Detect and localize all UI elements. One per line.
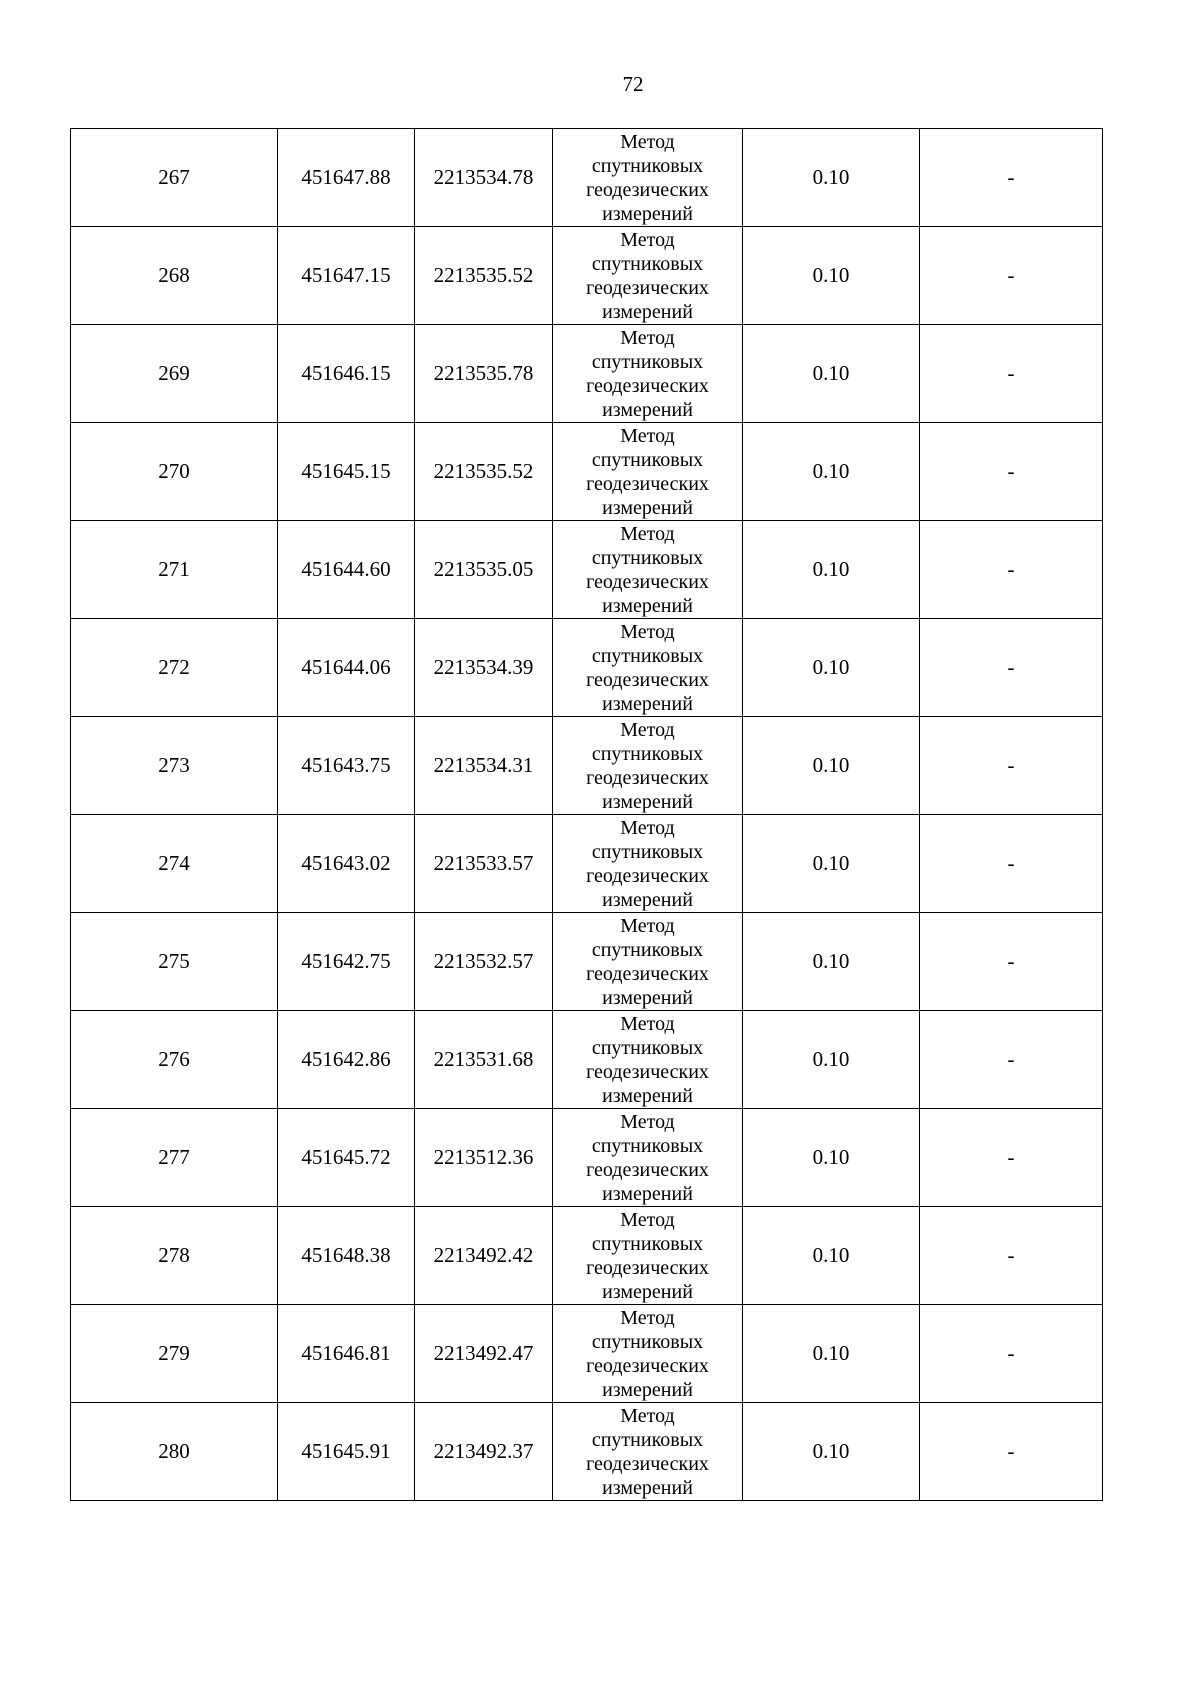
method-line: Метод: [620, 1110, 675, 1133]
y-coordinate-cell: 2213534.78: [415, 129, 553, 227]
y-coordinate-cell: 2213535.52: [415, 423, 553, 521]
method-line: Метод: [620, 914, 675, 937]
table-row: [71, 913, 1103, 1011]
method-line: Метод: [620, 1208, 675, 1231]
method-cell: [553, 423, 743, 521]
description-cell: -: [920, 1207, 1103, 1305]
method-line: спутниковых: [591, 840, 704, 863]
y-coordinate-cell: 2213532.57: [415, 913, 553, 1011]
y-coordinate-cell: 2213512.36: [415, 1109, 553, 1207]
description-cell: -: [920, 227, 1103, 325]
method-line: измерений: [602, 202, 693, 225]
y-coordinate-cell: 2213492.47: [415, 1305, 553, 1403]
method-line: Метод: [620, 1404, 675, 1427]
method-cell: [553, 1403, 743, 1501]
method-line: геодезических: [586, 570, 709, 593]
table-row: [71, 227, 1103, 325]
method-cell: [553, 129, 743, 227]
method-line: спутниковых: [591, 1036, 704, 1059]
method-line: спутниковых: [591, 742, 704, 765]
point-number-cell: 271: [71, 521, 278, 619]
method-line: спутниковых: [591, 1232, 704, 1255]
method-line: геодезических: [586, 276, 709, 299]
accuracy-cell: 0.10: [743, 815, 920, 913]
y-coordinate-cell: 2213534.31: [415, 717, 553, 815]
method-cell: [553, 1305, 743, 1403]
y-coordinate-cell: 2213492.37: [415, 1403, 553, 1501]
description-cell: -: [920, 521, 1103, 619]
method-line: Метод: [620, 130, 675, 153]
description-cell: -: [920, 619, 1103, 717]
method-line: геодезических: [586, 1452, 709, 1475]
point-number-cell: 277: [71, 1109, 278, 1207]
method-cell: [553, 815, 743, 913]
method-cell: [553, 325, 743, 423]
accuracy-cell: 0.10: [743, 1305, 920, 1403]
description-cell: -: [920, 325, 1103, 423]
method-line: геодезических: [586, 1354, 709, 1377]
method-line: Метод: [620, 816, 675, 839]
method-line: спутниковых: [591, 252, 704, 275]
x-coordinate-cell: 451647.88: [278, 129, 415, 227]
method-line: Метод: [620, 228, 675, 251]
method-line: спутниковых: [591, 644, 704, 667]
point-number-cell: 268: [71, 227, 278, 325]
description-cell: -: [920, 1011, 1103, 1109]
x-coordinate-cell: 451646.81: [278, 1305, 415, 1403]
method-line: измерений: [602, 1378, 693, 1401]
y-coordinate-cell: 2213534.39: [415, 619, 553, 717]
point-number-cell: 272: [71, 619, 278, 717]
method-line: геодезических: [586, 178, 709, 201]
method-line: геодезических: [586, 1158, 709, 1181]
description-cell: -: [920, 1305, 1103, 1403]
method-line: геодезических: [586, 472, 709, 495]
method-line: измерений: [602, 692, 693, 715]
method-cell: [553, 913, 743, 1011]
x-coordinate-cell: 451643.02: [278, 815, 415, 913]
method-cell: [553, 521, 743, 619]
x-coordinate-cell: 451643.75: [278, 717, 415, 815]
accuracy-cell: 0.10: [743, 423, 920, 521]
table-row: [71, 1305, 1103, 1403]
accuracy-cell: 0.10: [743, 913, 920, 1011]
table-row: [71, 619, 1103, 717]
method-line: геодезических: [586, 668, 709, 691]
method-line: измерений: [602, 1476, 693, 1499]
x-coordinate-cell: 451642.75: [278, 913, 415, 1011]
point-number-cell: 270: [71, 423, 278, 521]
method-line: Метод: [620, 718, 675, 741]
accuracy-cell: 0.10: [743, 325, 920, 423]
method-line: геодезических: [586, 1060, 709, 1083]
description-cell: -: [920, 815, 1103, 913]
x-coordinate-cell: 451648.38: [278, 1207, 415, 1305]
table-row: [71, 423, 1103, 521]
description-cell: -: [920, 913, 1103, 1011]
method-line: измерений: [602, 1182, 693, 1205]
table-row: [71, 815, 1103, 913]
method-line: спутниковых: [591, 1134, 704, 1157]
method-line: геодезических: [586, 1256, 709, 1279]
point-number-cell: 279: [71, 1305, 278, 1403]
table-body: [71, 129, 1103, 1501]
point-number-cell: 280: [71, 1403, 278, 1501]
method-line: спутниковых: [591, 350, 704, 373]
x-coordinate-cell: 451644.06: [278, 619, 415, 717]
table-row: [71, 521, 1103, 619]
method-line: геодезических: [586, 374, 709, 397]
table-row: [71, 129, 1103, 227]
point-number-cell: 275: [71, 913, 278, 1011]
point-number-cell: 274: [71, 815, 278, 913]
table-row: [71, 1207, 1103, 1305]
method-line: измерений: [602, 594, 693, 617]
accuracy-cell: 0.10: [743, 521, 920, 619]
method-line: измерений: [602, 496, 693, 519]
method-line: геодезических: [586, 864, 709, 887]
accuracy-cell: 0.10: [743, 129, 920, 227]
method-line: измерений: [602, 300, 693, 323]
method-cell: [553, 717, 743, 815]
description-cell: -: [920, 1403, 1103, 1501]
point-number-cell: 276: [71, 1011, 278, 1109]
x-coordinate-cell: 451645.72: [278, 1109, 415, 1207]
table-row: [71, 325, 1103, 423]
method-line: спутниковых: [591, 154, 704, 177]
accuracy-cell: 0.10: [743, 1011, 920, 1109]
method-line: Метод: [620, 424, 675, 447]
method-line: Метод: [620, 1012, 675, 1035]
method-cell: [553, 1109, 743, 1207]
description-cell: -: [920, 1109, 1103, 1207]
point-number-cell: 273: [71, 717, 278, 815]
method-line: Метод: [620, 620, 675, 643]
x-coordinate-cell: 451647.15: [278, 227, 415, 325]
method-cell: [553, 227, 743, 325]
method-line: спутниковых: [591, 546, 704, 569]
method-line: Метод: [620, 1306, 675, 1329]
method-line: измерений: [602, 1280, 693, 1303]
method-line: измерений: [602, 1084, 693, 1107]
table-row: [71, 717, 1103, 815]
method-line: геодезических: [586, 962, 709, 985]
accuracy-cell: 0.10: [743, 1403, 920, 1501]
accuracy-cell: 0.10: [743, 717, 920, 815]
point-number-cell: 267: [71, 129, 278, 227]
y-coordinate-cell: 2213492.42: [415, 1207, 553, 1305]
table-row: [71, 1011, 1103, 1109]
method-line: спутниковых: [591, 1330, 704, 1353]
method-line: измерений: [602, 398, 693, 421]
y-coordinate-cell: 2213535.52: [415, 227, 553, 325]
description-cell: -: [920, 423, 1103, 521]
y-coordinate-cell: 2213535.05: [415, 521, 553, 619]
page-number: 72: [622, 72, 644, 96]
method-cell: [553, 619, 743, 717]
method-line: геодезических: [586, 766, 709, 789]
y-coordinate-cell: 2213531.68: [415, 1011, 553, 1109]
accuracy-cell: 0.10: [743, 1207, 920, 1305]
x-coordinate-cell: 451646.15: [278, 325, 415, 423]
method-line: измерений: [602, 986, 693, 1009]
x-coordinate-cell: 451645.15: [278, 423, 415, 521]
method-cell: [553, 1011, 743, 1109]
x-coordinate-cell: 451645.91: [278, 1403, 415, 1501]
accuracy-cell: 0.10: [743, 1109, 920, 1207]
table-row: [71, 1109, 1103, 1207]
point-number-cell: 269: [71, 325, 278, 423]
description-cell: -: [920, 129, 1103, 227]
table-row: [71, 1403, 1103, 1501]
accuracy-cell: 0.10: [743, 619, 920, 717]
coordinates-table: [70, 128, 1103, 1501]
accuracy-cell: 0.10: [743, 227, 920, 325]
point-number-cell: 278: [71, 1207, 278, 1305]
x-coordinate-cell: 451642.86: [278, 1011, 415, 1109]
y-coordinate-cell: 2213535.78: [415, 325, 553, 423]
method-line: спутниковых: [591, 938, 704, 961]
y-coordinate-cell: 2213533.57: [415, 815, 553, 913]
description-cell: -: [920, 717, 1103, 815]
method-line: измерений: [602, 790, 693, 813]
method-line: спутниковых: [591, 1428, 704, 1451]
method-line: Метод: [620, 522, 675, 545]
method-line: Метод: [620, 326, 675, 349]
x-coordinate-cell: 451644.60: [278, 521, 415, 619]
method-line: спутниковых: [591, 448, 704, 471]
method-line: измерений: [602, 888, 693, 911]
method-cell: [553, 1207, 743, 1305]
